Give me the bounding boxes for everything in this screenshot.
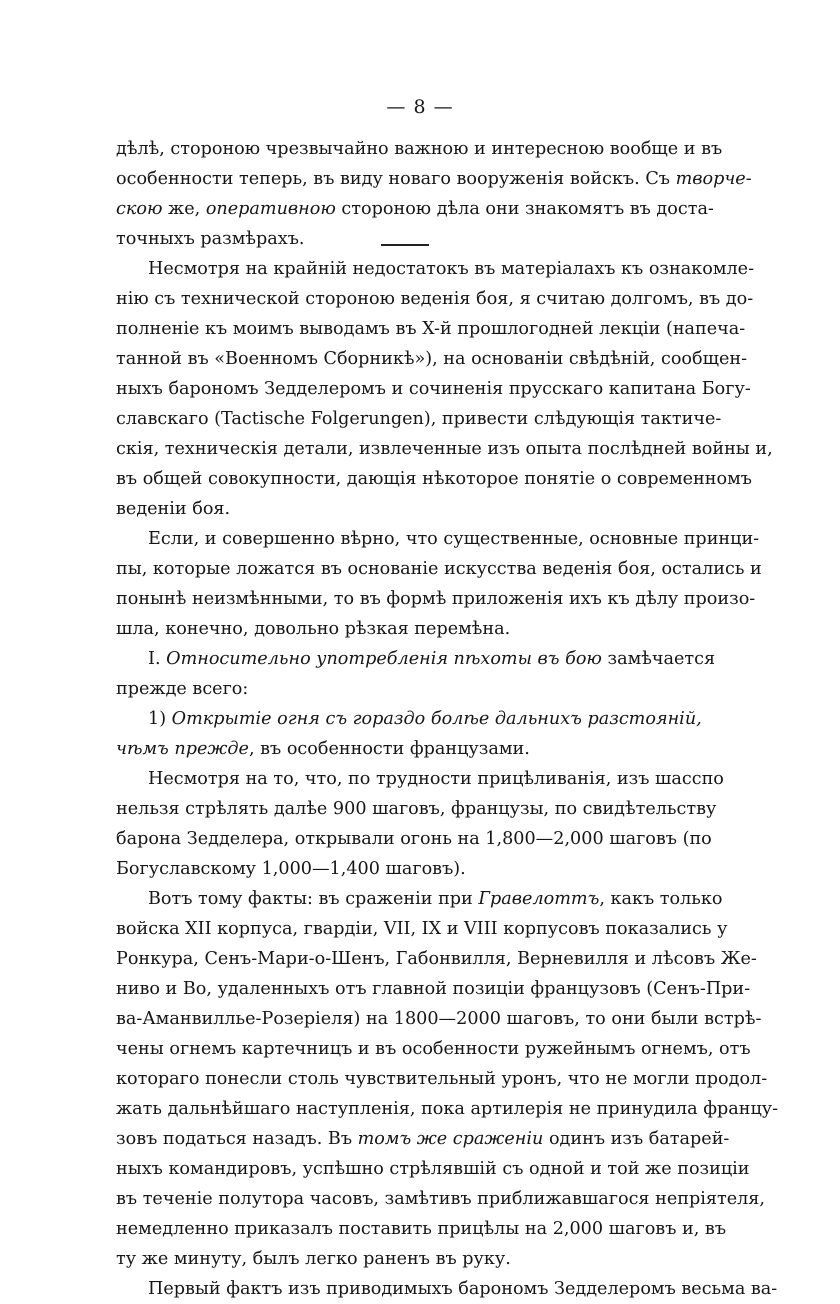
text-run: котораго понесли столь чувствительный уронъ, что не могли продол- [116,1069,768,1089]
italic-phrase: Открытіе огня съ гораздо болѣе дальнихъ разстояній, [171,709,702,729]
text-line [116,1064,768,1094]
text-line [116,1004,762,1034]
text-run: Несмотря на то, что, по трудности прицѣливанія, изъ шасспо [148,769,724,789]
text-line [148,704,702,734]
text-run: дѣлѣ, стороною чрезвычайно важною и интересною вообще и въ [116,139,723,159]
italic-phrase: томъ же сраженіи [357,1129,544,1149]
text-run: зовъ податься назадъ. Въ [116,1129,358,1149]
text-run: веденіи боя. [116,499,231,519]
text-run: скія, техническія детали, извлеченные изъ опыта послѣдней войны и, [116,439,773,459]
text-run: стороною дѣла они знакомятъ въ доста- [335,199,714,219]
italic-phrase: скою [116,199,163,219]
text-run: жать дальнѣйшаго наступленія, пока артилерія не принудила францу- [116,1099,779,1119]
text-run: ныхъ барономъ Зедделеромъ и сочиненія прусскаго капитана Богу- [116,379,751,399]
text-line [116,1154,750,1184]
text-run: Вотъ тому факты: въ сраженіи при [148,889,479,909]
text-run: войска XII корпуса, гвардіи, VII, IX и VIII корпусовъ показались у [116,919,728,939]
text-run: чены огнемъ картечницъ и въ особенности ружейнымъ огнемъ, отъ [116,1039,751,1059]
text-run: прежде всего: [116,679,249,699]
text-line [116,344,748,374]
text-line [116,1124,730,1154]
text-line [116,1214,727,1244]
text-run: нію съ технической стороною веденія боя, я считаю долгомъ, въ до- [116,289,754,309]
italic-phrase: чѣмъ прежде [116,739,249,759]
section-divider [381,244,429,246]
text-line [148,884,723,914]
text-line [116,194,714,224]
text-line [116,1094,779,1124]
text-run: Богуславскому 1,000—1,400 шаговъ). [116,859,466,879]
text-run: ту же минуту, былъ легко раненъ въ руку. [116,1249,511,1269]
text-run: 1) [148,709,172,729]
text-line [148,524,760,554]
text-line [116,674,696,704]
text-line [116,314,746,344]
text-run: точныхъ размѣрахъ. [116,229,305,249]
text-run: танной въ «Военномъ Сборникѣ»), на основаніи свѣдѣній, сообщен- [116,349,748,369]
text-run: Ронкура, Сенъ-Мари-о-Шенъ, Габонвилля, Верневилля и лѣсовъ Же- [116,949,757,969]
text-line [148,254,755,284]
italic-phrase: Относительно употребленія пѣхоты въ бою [166,649,602,669]
italic-phrase: творче- [675,169,752,189]
text-line [116,1034,751,1064]
text-run: ныхъ командировъ, успѣшно стрѣлявшій съ одной и той же позиціи [116,1159,750,1179]
text-line [116,224,696,254]
text-run: понынѣ неизмѣнными, то въ формѣ приложенія ихъ къ дѣлу произо- [116,589,756,609]
text-line [116,824,712,854]
italic-phrase: оперативною [205,199,336,219]
text-run: нельзя стрѣлять далѣе 900 шаговъ, французы, по свидѣтельству [116,799,717,819]
text-run: въ теченіе полутора часовъ, замѣтивъ приближавшагося непріятеля, [116,1189,765,1209]
text-line [116,1184,765,1214]
text-run: шла, конечно, довольно рѣзкая перемѣна. [116,619,511,639]
text-run: въ общей совокупности, дающія нѣкоторое понятіе о современномъ [116,469,752,489]
text-line [148,644,716,674]
text-line [148,1274,778,1304]
text-run: немедленно приказалъ поставить прицѣлы на 2,000 шаговъ и, въ [116,1219,727,1239]
text-run: I. [148,649,167,669]
text-run: , какъ только [599,889,723,909]
text-run: Первый фактъ изъ приводимыхъ барономъ Зедделеромъ весьма ва- [148,1279,778,1299]
text-line [116,134,723,164]
text-run: полненіе къ моимъ выводамъ въ X-й прошлогодней лекціи (напеча- [116,319,746,339]
text-run: пы, которые ложатся въ основаніе искусства веденія боя, остались и [116,559,762,579]
text-line [116,494,696,524]
text-line [116,974,751,1004]
text-line [116,404,722,434]
text-run: славскаго (Tactische Folgerungen), привести слѣдующія тактиче- [116,409,722,429]
text-run: же, [162,199,206,219]
text-run: ва-Аманвилльe-Розеріеля) на 1800—2000 шаговъ, то они были встрѣ- [116,1009,762,1029]
text-run: Несмотря на крайній недостатокъ въ матеріалахъ къ ознакомле- [148,259,755,279]
text-run: одинъ изъ батарей- [543,1129,730,1149]
text-line [148,764,724,794]
text-line [116,734,696,764]
text-line [116,794,717,824]
text-line [116,854,696,884]
page-number: — 8 — [386,96,454,118]
text-run: барона Зедделера, открывали огонь на 1,800—2,000 шаговъ (по [116,829,712,849]
text-line [116,614,696,644]
text-line [116,164,752,194]
text-line [116,944,757,974]
text-line [116,464,752,494]
text-run: замѣчается [601,649,716,669]
text-run: особенности теперь, въ виду новаго вооруженія войскъ. Съ [116,169,676,189]
text-line [116,434,773,464]
text-run: ниво и Во, удаленныхъ отъ главной позиціи французовъ (Сенъ-При- [116,979,751,999]
text-line [116,584,756,614]
text-line [116,374,751,404]
text-line [116,554,762,584]
text-line [116,1244,696,1274]
italic-phrase: Гравелоттъ [478,889,600,909]
text-run: Если, и совершенно вѣрно, что существенные, основные принци- [148,529,760,549]
text-run: , въ особенности французами. [248,739,530,759]
text-line [116,914,728,944]
text-line [116,284,754,314]
